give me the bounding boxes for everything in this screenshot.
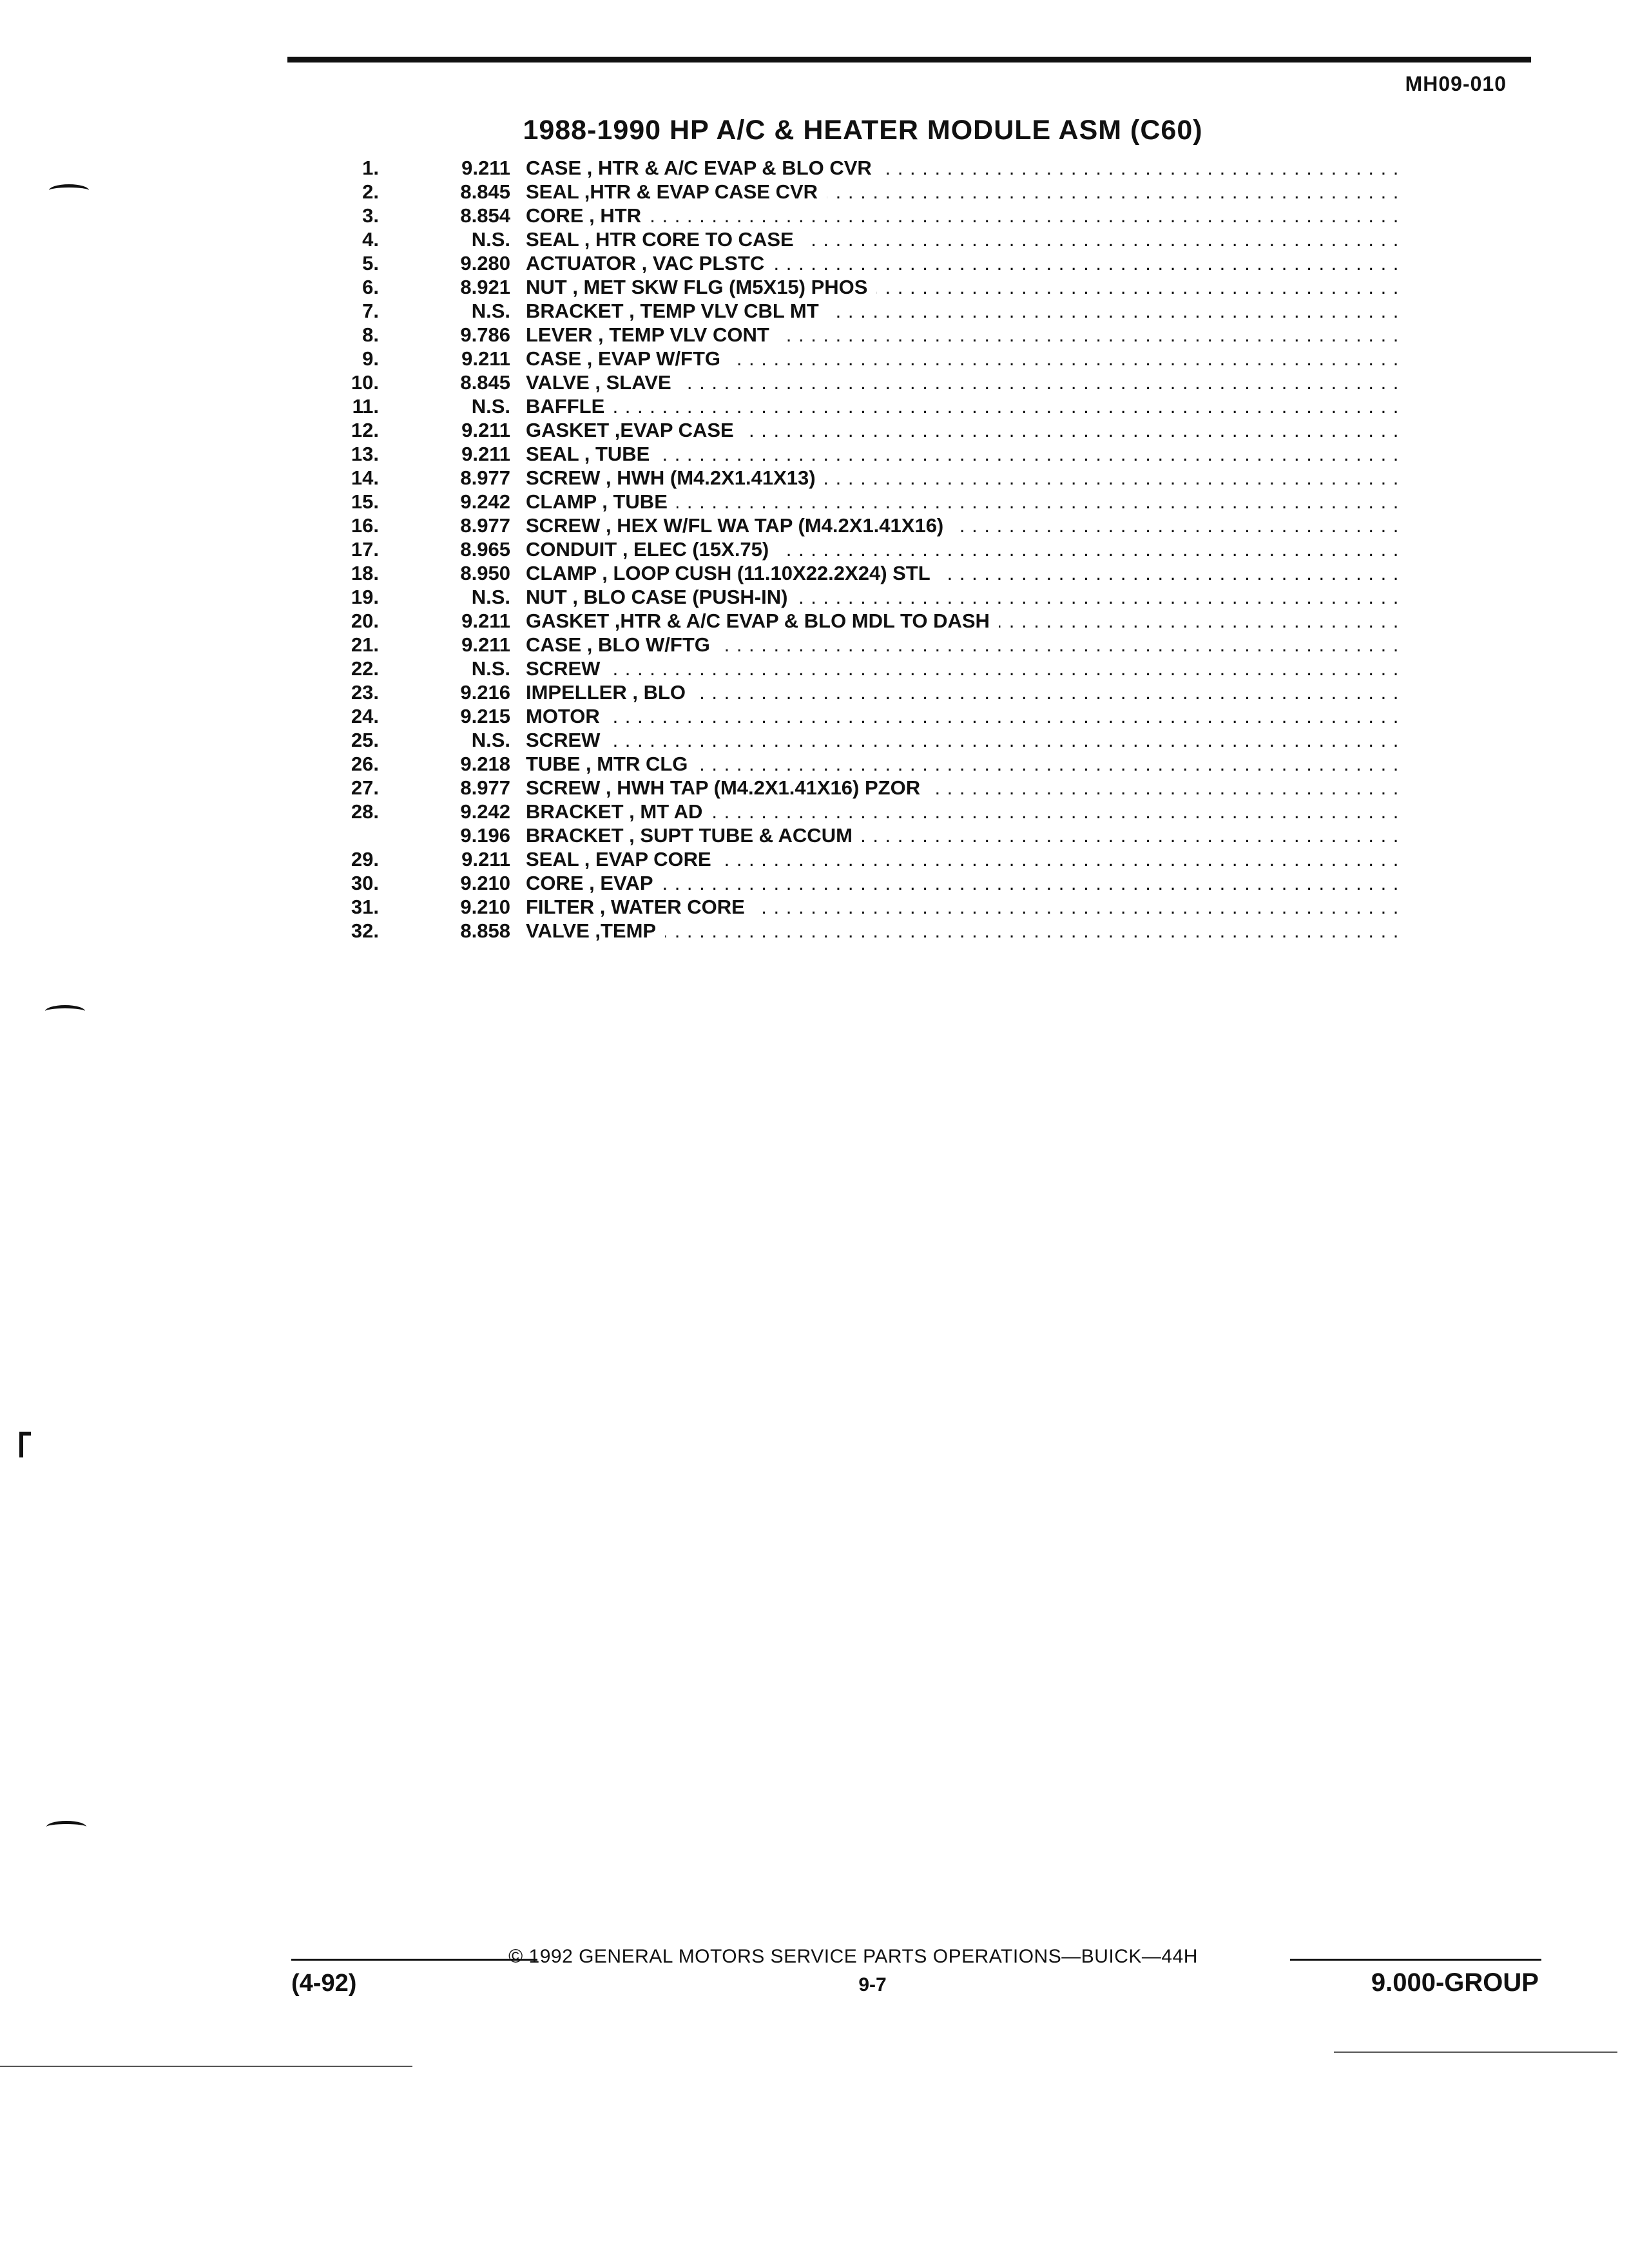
binder-mark — [45, 1005, 85, 1017]
part-description-cell — [526, 776, 1397, 800]
group-reference: 8.858 — [460, 919, 510, 942]
footer-page-number: 9-7 — [858, 1974, 887, 1995]
table-row — [322, 823, 1397, 847]
table-row — [322, 514, 1397, 537]
table-row — [322, 585, 1397, 609]
item-number: 24. — [351, 705, 379, 727]
item-number: 2. — [362, 180, 379, 203]
table-row — [322, 537, 1397, 561]
footer-group: 9.000-GROUP — [1371, 1968, 1539, 1997]
part-description-cell — [526, 466, 1397, 490]
item-number: 23. — [351, 681, 379, 704]
item-number: 8. — [362, 323, 379, 346]
part-description-cell — [526, 204, 1397, 227]
part-description-cell — [526, 418, 1397, 442]
group-reference: N.S. — [471, 657, 510, 680]
group-reference: 9.196 — [460, 824, 510, 847]
page-code: MH09-010 — [1405, 72, 1507, 95]
item-number: 27. — [351, 776, 379, 799]
table-row — [322, 156, 1397, 180]
part-description: CONDUIT , ELEC (15X.75) — [526, 538, 778, 561]
part-description-cell — [526, 752, 1397, 776]
table-row — [322, 251, 1397, 275]
part-description-cell — [526, 370, 1397, 394]
table-row — [322, 466, 1397, 490]
item-number: 14. — [351, 466, 379, 489]
group-reference: N.S. — [471, 586, 510, 608]
footer-revision: (4-92) — [291, 1970, 357, 1997]
footer-copyright: © 1992 GENERAL MOTORS SERVICE PARTS OPERATIONS—BUICK—44H — [508, 1946, 1198, 1967]
item-number: 21. — [351, 633, 379, 656]
group-reference: 9.216 — [460, 681, 510, 704]
part-description-cell — [526, 633, 1397, 657]
group-reference: 9.210 — [460, 872, 510, 894]
item-number: 22. — [351, 657, 379, 680]
part-description-cell — [526, 347, 1397, 370]
scan-edge-line — [1334, 2052, 1617, 2053]
table-row — [322, 609, 1397, 633]
item-number: 28. — [351, 800, 379, 823]
part-description-cell — [526, 585, 1397, 609]
part-description: CORE , EVAP — [526, 872, 662, 894]
part-description-cell — [526, 823, 1397, 847]
table-row — [322, 442, 1397, 466]
part-description: BRACKET , SUPT TUBE & ACCUM — [526, 824, 862, 847]
scan-edge-line — [0, 2066, 412, 2067]
part-description-cell — [526, 299, 1397, 323]
group-reference: 8.845 — [460, 371, 510, 394]
item-number: 6. — [362, 276, 379, 298]
page-title: 1988-1990 HP A/C & HEATER MODULE ASM (C60) — [523, 115, 1203, 146]
group-reference: N.S. — [471, 395, 510, 418]
group-reference: 8.965 — [460, 538, 510, 561]
part-description: ACTUATOR , VAC PLSTC — [526, 252, 773, 274]
part-description-cell — [526, 275, 1397, 299]
part-description: CASE , BLO W/FTG — [526, 633, 719, 656]
part-description: VALVE ,TEMP — [526, 919, 665, 942]
table-row — [322, 895, 1397, 919]
part-description: SEAL ,HTR & EVAP CASE CVR — [526, 180, 827, 203]
part-description-cell — [526, 323, 1397, 347]
part-description-cell — [526, 251, 1397, 275]
parts-list — [322, 156, 1397, 943]
binder-mark — [49, 184, 89, 197]
group-reference: 8.845 — [460, 180, 510, 203]
part-description-cell — [526, 180, 1397, 204]
part-description-cell — [526, 657, 1397, 680]
part-description-cell — [526, 227, 1397, 251]
part-description: BRACKET , TEMP VLV CBL MT — [526, 300, 828, 322]
group-reference: 9.211 — [461, 157, 510, 179]
item-number: 20. — [351, 610, 379, 632]
group-reference: 9.215 — [460, 705, 510, 727]
item-number: 4. — [362, 228, 379, 251]
group-reference: N.S. — [471, 729, 510, 751]
part-description: SEAL , HTR CORE TO CASE — [526, 228, 803, 251]
item-number: 9. — [362, 347, 379, 370]
part-description: FILTER , WATER CORE — [526, 896, 754, 918]
part-description: NUT , BLO CASE (PUSH-IN) — [526, 586, 796, 608]
part-description: CORE , HTR — [526, 204, 650, 227]
table-row — [322, 394, 1397, 418]
item-number: 31. — [351, 896, 379, 918]
item-number: 15. — [351, 490, 379, 513]
part-description: GASKET ,EVAP CASE — [526, 419, 743, 441]
table-row — [322, 919, 1397, 943]
table-row — [322, 871, 1397, 895]
item-number: 17. — [351, 538, 379, 561]
table-row — [322, 418, 1397, 442]
part-description-cell — [526, 800, 1397, 823]
table-row — [322, 370, 1397, 394]
part-description-cell — [526, 561, 1397, 585]
table-row — [322, 704, 1397, 728]
group-reference: 9.218 — [460, 753, 510, 775]
part-description-cell — [526, 919, 1397, 943]
item-number: 7. — [362, 300, 379, 322]
part-description: SEAL , EVAP CORE — [526, 848, 720, 870]
top-rule — [287, 57, 1531, 62]
group-reference: 9.211 — [461, 419, 510, 441]
group-reference: N.S. — [471, 228, 510, 251]
binder-mark — [46, 1821, 86, 1833]
item-number: 1. — [362, 157, 379, 179]
group-reference: 8.977 — [460, 776, 510, 799]
table-row — [322, 776, 1397, 800]
part-description-cell — [526, 871, 1397, 895]
part-description-cell — [526, 728, 1397, 752]
part-description: CLAMP , TUBE — [526, 490, 677, 513]
part-description-cell — [526, 537, 1397, 561]
group-reference: 8.921 — [460, 276, 510, 298]
table-row — [322, 680, 1397, 704]
table-row — [322, 847, 1397, 871]
part-description: BRACKET , MT AD — [526, 800, 711, 823]
table-row — [322, 299, 1397, 323]
item-number: 30. — [351, 872, 379, 894]
part-description: SCREW , HEX W/FL WA TAP (M4.2X1.41X16) — [526, 514, 952, 537]
group-reference: 9.242 — [460, 800, 510, 823]
part-description-cell — [526, 490, 1397, 514]
group-reference: 8.977 — [460, 514, 510, 537]
table-row — [322, 752, 1397, 776]
table-row — [322, 561, 1397, 585]
part-description: SEAL , TUBE — [526, 443, 659, 465]
item-number: 5. — [362, 252, 379, 274]
group-reference: 9.210 — [460, 896, 510, 918]
part-description: IMPELLER , BLO — [526, 681, 695, 704]
group-reference: 9.211 — [461, 610, 510, 632]
item-number: 12. — [351, 419, 379, 441]
table-row — [322, 323, 1397, 347]
group-reference: 8.977 — [460, 466, 510, 489]
part-description: MOTOR — [526, 705, 609, 727]
part-description-cell — [526, 156, 1397, 180]
part-description: TUBE , MTR CLG — [526, 753, 697, 775]
part-description-cell — [526, 442, 1397, 466]
group-reference: 9.211 — [461, 347, 510, 370]
part-description-cell — [526, 847, 1397, 871]
part-description: VALVE , SLAVE — [526, 371, 680, 394]
group-reference: N.S. — [471, 300, 510, 322]
part-description: SCREW — [526, 657, 609, 680]
table-row — [322, 633, 1397, 657]
group-reference: 9.242 — [460, 490, 510, 513]
item-number: 13. — [351, 443, 379, 465]
item-number: 10. — [351, 371, 379, 394]
group-reference: 9.211 — [461, 443, 510, 465]
table-row — [322, 180, 1397, 204]
part-description-cell — [526, 895, 1397, 919]
item-number: 11. — [352, 395, 379, 418]
table-row — [322, 347, 1397, 370]
item-number: 29. — [351, 848, 379, 870]
item-number: 32. — [351, 919, 379, 942]
table-row — [322, 657, 1397, 680]
part-description: GASKET ,HTR & A/C EVAP & BLO MDL TO DASH — [526, 610, 999, 632]
group-reference: 8.950 — [460, 562, 510, 584]
part-description: CASE , HTR & A/C EVAP & BLO CVR — [526, 157, 881, 179]
group-reference: 8.854 — [460, 204, 510, 227]
part-description-cell — [526, 394, 1397, 418]
part-description: NUT , MET SKW FLG (M5X15) PHOS — [526, 276, 876, 298]
item-number: 16. — [351, 514, 379, 537]
part-description: SCREW , HWH (M4.2X1.41X13) — [526, 466, 825, 489]
binder-mark — [19, 1432, 31, 1457]
part-description: CLAMP , LOOP CUSH (11.10X22.2X24) STL — [526, 562, 940, 584]
table-row — [322, 800, 1397, 823]
item-number: 18. — [351, 562, 379, 584]
part-description-cell — [526, 609, 1397, 633]
table-row — [322, 490, 1397, 514]
group-reference: 9.786 — [460, 323, 510, 346]
item-number: 26. — [351, 753, 379, 775]
table-row — [322, 728, 1397, 752]
part-description-cell — [526, 704, 1397, 728]
part-description-cell — [526, 680, 1397, 704]
part-description-cell — [526, 514, 1397, 537]
table-row — [322, 227, 1397, 251]
part-description: BAFFLE — [526, 395, 613, 418]
group-reference: 9.280 — [460, 252, 510, 274]
item-number: 3. — [362, 204, 379, 227]
part-description: SCREW , HWH TAP (M4.2X1.41X16) PZOR — [526, 776, 929, 799]
part-description: LEVER , TEMP VLV CONT — [526, 323, 778, 346]
table-row — [322, 275, 1397, 299]
part-description: SCREW — [526, 729, 609, 751]
part-description: CASE , EVAP W/FTG — [526, 347, 729, 370]
footer-rule-right — [1290, 1959, 1541, 1961]
item-number: 19. — [351, 586, 379, 608]
group-reference: 9.211 — [461, 633, 510, 656]
item-number: 25. — [351, 729, 379, 751]
group-reference: 9.211 — [461, 848, 510, 870]
table-row — [322, 204, 1397, 227]
